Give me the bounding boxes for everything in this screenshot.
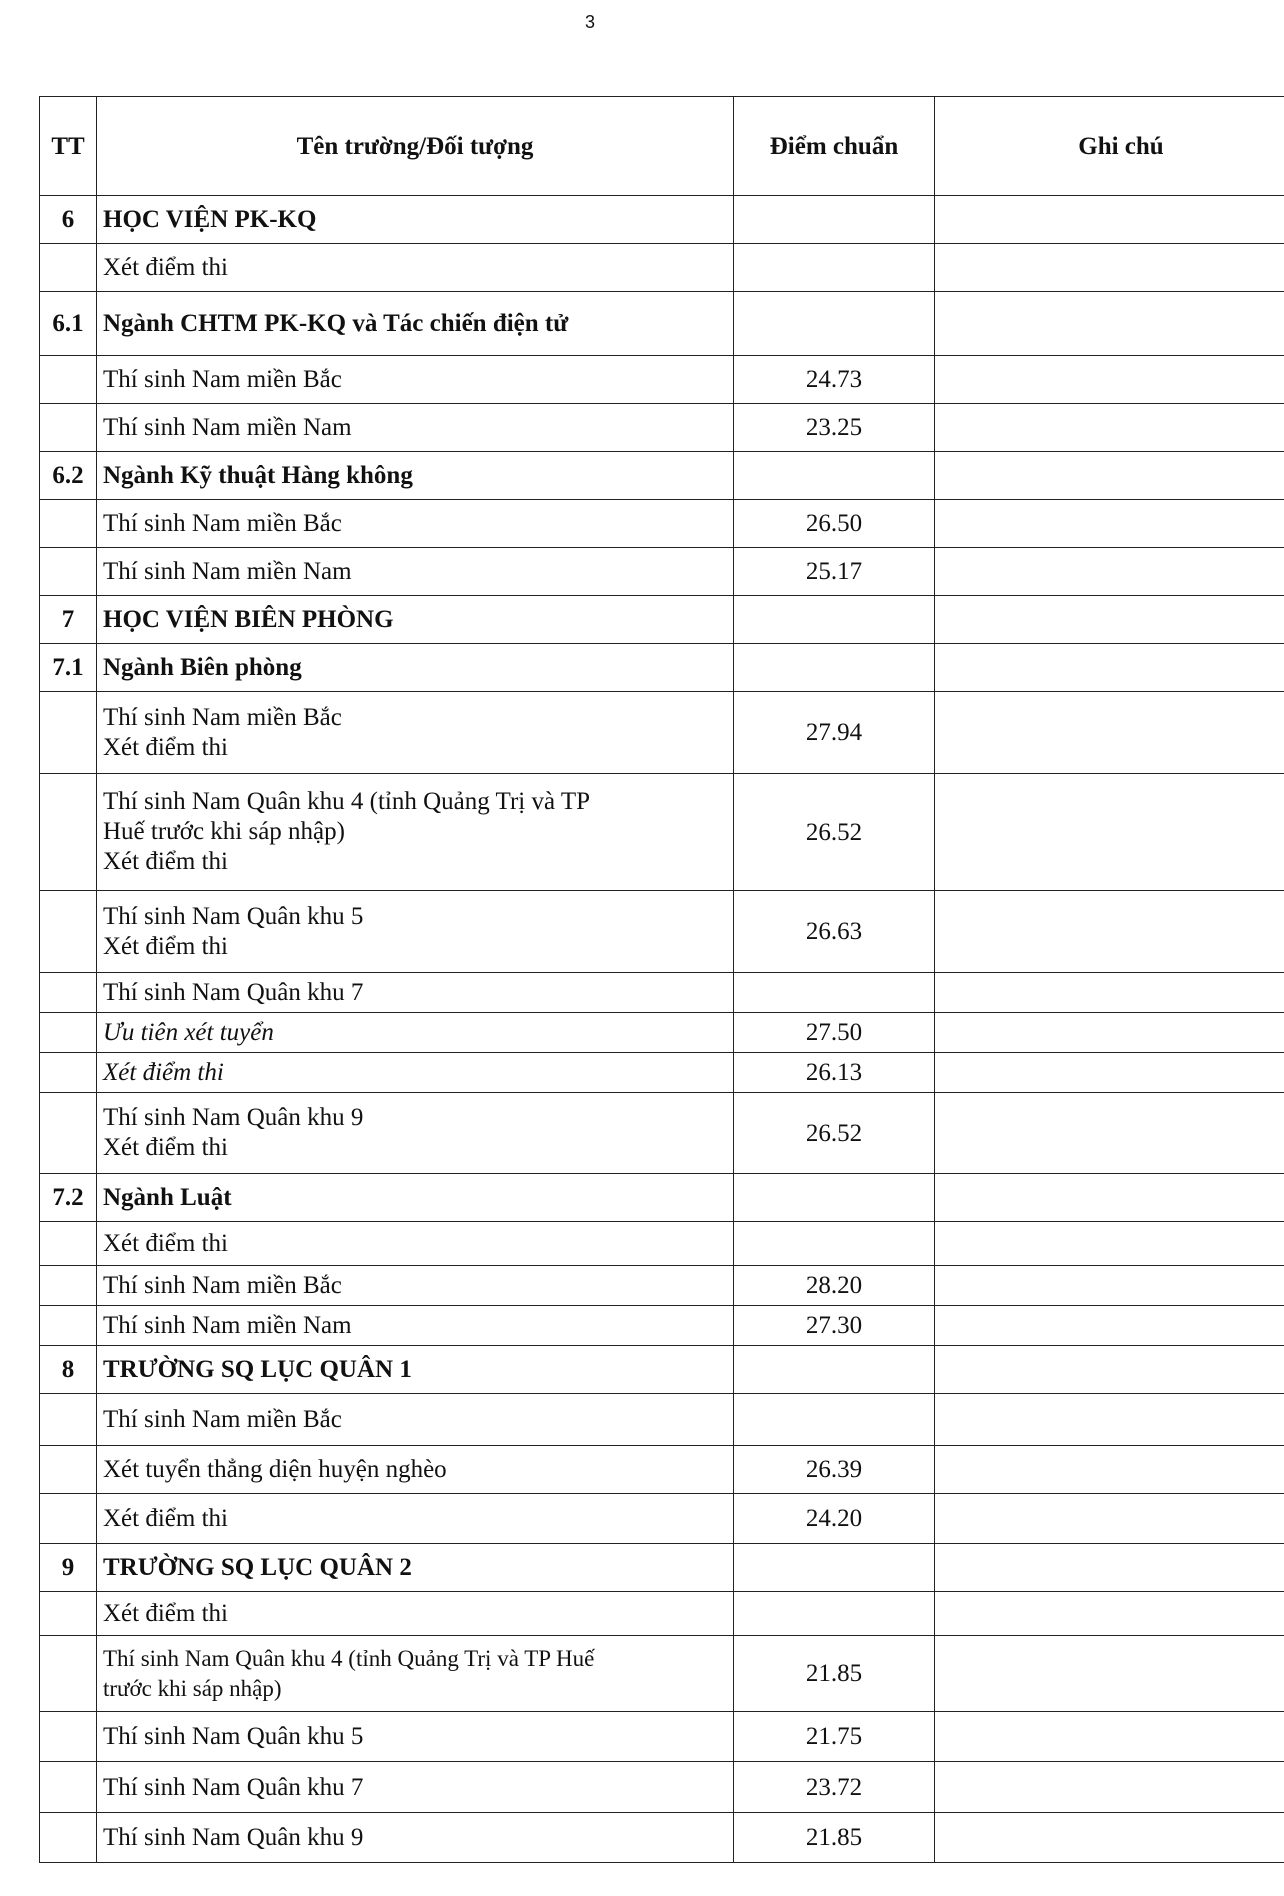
row-score: 25.17	[734, 548, 935, 596]
row-name-line: Thí sinh Nam Quân khu 9	[103, 1824, 364, 1851]
row-tt: 9	[40, 1544, 97, 1592]
table-row	[40, 244, 1284, 292]
row-score	[734, 1544, 935, 1592]
row-name-line: Thí sinh Nam Quân khu 7	[103, 1773, 364, 1801]
row-note	[935, 1544, 1284, 1592]
row-tt	[40, 1762, 97, 1813]
table-row	[40, 1494, 1284, 1544]
row-tt	[40, 1013, 97, 1053]
row-score: 26.39	[734, 1446, 935, 1494]
row-name-line: Xét điểm thi	[103, 733, 228, 761]
row-note	[935, 1013, 1284, 1053]
row-note	[935, 548, 1284, 596]
row-name	[97, 1446, 734, 1494]
row-tt: 6.2	[40, 452, 97, 500]
row-score	[734, 644, 935, 692]
row-name-line: Ưu tiên xét tuyển	[103, 1019, 274, 1046]
table-row	[40, 1592, 1284, 1636]
row-tt	[40, 774, 97, 891]
row-name	[97, 1053, 734, 1093]
table-row	[40, 596, 1284, 644]
row-tt	[40, 1394, 97, 1446]
row-note	[935, 1446, 1284, 1494]
row-note	[935, 1636, 1284, 1712]
table-row	[40, 1222, 1284, 1266]
row-name-line: Thí sinh Nam miền Bắc	[103, 1272, 342, 1299]
row-name-line: Ngành Luật	[103, 1184, 232, 1211]
row-name-line: Xét điểm thi	[103, 1059, 224, 1086]
row-tt	[40, 1494, 97, 1544]
row-note	[935, 1592, 1284, 1636]
row-name-line: Thí sinh Nam miền Bắc	[103, 1406, 342, 1433]
row-tt	[40, 1446, 97, 1494]
row-name	[97, 1394, 734, 1446]
row-score: 21.75	[734, 1712, 935, 1762]
row-name-line: Thí sinh Nam miền Nam	[103, 558, 352, 585]
row-score: 26.13	[734, 1053, 935, 1093]
row-name	[97, 1544, 734, 1592]
row-score: 26.50	[734, 500, 935, 548]
row-name-line: HỌC VIỆN BIÊN PHÒNG	[103, 606, 394, 633]
row-tt: 6.1	[40, 292, 97, 356]
header-name: Tên trường/Đối tượng	[97, 97, 734, 196]
row-name	[97, 244, 734, 292]
row-name	[97, 292, 734, 356]
row-name-line: Huế trước khi sáp nhập)	[103, 818, 345, 845]
row-name	[97, 1306, 734, 1346]
row-score	[734, 244, 935, 292]
row-name	[97, 596, 734, 644]
row-score	[734, 1592, 935, 1636]
row-name-line: Xét điểm thi	[103, 1230, 228, 1257]
row-name-line: Thí sinh Nam miền Nam	[103, 1312, 352, 1339]
row-name-line: Thí sinh Nam miền Bắc	[103, 510, 342, 537]
row-score	[734, 1174, 935, 1222]
row-tt	[40, 1222, 97, 1266]
row-note	[935, 1494, 1284, 1544]
row-note	[935, 1813, 1284, 1863]
table-row	[40, 1544, 1284, 1592]
row-name-line: Xét điểm thi	[103, 848, 228, 875]
row-tt	[40, 1053, 97, 1093]
row-score	[734, 292, 935, 356]
row-tt	[40, 1306, 97, 1346]
row-name	[97, 644, 734, 692]
row-score: 26.63	[734, 891, 935, 973]
row-tt	[40, 244, 97, 292]
row-note	[935, 1394, 1284, 1446]
row-tt	[40, 548, 97, 596]
row-name	[97, 356, 734, 404]
row-tt	[40, 1813, 97, 1863]
table-header-row	[40, 97, 1284, 196]
row-name-line: Xét điểm thi	[103, 932, 228, 960]
row-name-line: Thí sinh Nam miền Bắc	[103, 703, 342, 731]
row-note	[935, 404, 1284, 452]
table-row	[40, 196, 1284, 244]
row-tt	[40, 404, 97, 452]
row-score	[734, 196, 935, 244]
table-row	[40, 1762, 1284, 1813]
row-score	[734, 452, 935, 500]
row-tt	[40, 356, 97, 404]
row-note	[935, 1762, 1284, 1813]
row-score: 28.20	[734, 1266, 935, 1306]
table-row	[40, 774, 1284, 891]
row-tt: 7.1	[40, 644, 97, 692]
row-score: 21.85	[734, 1813, 935, 1863]
row-note	[935, 1174, 1284, 1222]
row-name	[97, 692, 734, 774]
row-score: 24.73	[734, 356, 935, 404]
row-name-line: Thí sinh Nam miền Bắc	[103, 366, 342, 393]
table-row	[40, 1813, 1284, 1863]
row-note	[935, 1053, 1284, 1093]
row-name-line: Thí sinh Nam Quân khu 5	[103, 902, 364, 930]
row-tt	[40, 891, 97, 973]
row-name	[97, 1636, 734, 1712]
header-score: Điểm chuẩn	[734, 97, 935, 196]
row-tt	[40, 500, 97, 548]
row-name-line: Thí sinh Nam Quân khu 5	[103, 1723, 364, 1750]
table-row	[40, 548, 1284, 596]
row-tt	[40, 1636, 97, 1712]
row-name	[97, 404, 734, 452]
table-body	[40, 196, 1284, 1863]
row-tt: 7	[40, 596, 97, 644]
row-note	[935, 1306, 1284, 1346]
table-row	[40, 644, 1284, 692]
row-score: 27.30	[734, 1306, 935, 1346]
row-tt	[40, 1592, 97, 1636]
row-note	[935, 452, 1284, 500]
table-row	[40, 1053, 1284, 1093]
row-name-line: Ngành Biên phòng	[103, 654, 302, 681]
row-name-line: Xét điểm thi	[103, 1505, 228, 1532]
row-note	[935, 596, 1284, 644]
row-score	[734, 596, 935, 644]
row-note	[935, 356, 1284, 404]
row-tt	[40, 973, 97, 1013]
row-score	[734, 1394, 935, 1446]
table-row	[40, 1446, 1284, 1494]
row-name-line: Thí sinh Nam miền Nam	[103, 414, 352, 441]
row-name-line: TRƯỜNG SQ LỤC QUÂN 2	[103, 1554, 412, 1581]
row-name-line: Ngành CHTM PK-KQ và Tác chiến điện tử	[103, 310, 569, 337]
row-name	[97, 1762, 734, 1813]
row-name-line: Thí sinh Nam Quân khu 4 (tỉnh Quảng Trị và TP Huế	[103, 1645, 595, 1671]
row-name-line: Thí sinh Nam Quân khu 4 (tỉnh Quảng Trị và TP	[103, 788, 591, 815]
row-name-line: TRƯỜNG SQ LỤC QUÂN 1	[103, 1356, 412, 1383]
row-tt: 8	[40, 1346, 97, 1394]
table-row	[40, 1266, 1284, 1306]
table-row	[40, 500, 1284, 548]
row-name	[97, 973, 734, 1013]
row-note	[935, 973, 1284, 1013]
admission-score-table	[39, 96, 1284, 1863]
row-name-line: trước khi sáp nhập)	[103, 1675, 282, 1701]
row-score: 24.20	[734, 1494, 935, 1544]
row-note	[935, 1712, 1284, 1762]
row-score: 23.72	[734, 1762, 935, 1813]
row-name	[97, 196, 734, 244]
table-row	[40, 1394, 1284, 1446]
row-name	[97, 1813, 734, 1863]
row-name-line: HỌC VIỆN PK-KQ	[103, 206, 317, 233]
row-name	[97, 1013, 734, 1053]
row-name	[97, 1494, 734, 1544]
row-note	[935, 1346, 1284, 1394]
row-score	[734, 973, 935, 1013]
row-score	[734, 1222, 935, 1266]
row-tt	[40, 1093, 97, 1174]
row-note	[935, 692, 1284, 774]
table-row	[40, 356, 1284, 404]
table-row	[40, 1306, 1284, 1346]
row-name-line: Xét tuyển thẳng diện huyện nghèo	[103, 1456, 447, 1483]
row-name	[97, 1592, 734, 1636]
row-score: 27.50	[734, 1013, 935, 1053]
row-score: 21.85	[734, 1636, 935, 1712]
row-name	[97, 1174, 734, 1222]
table-row	[40, 1712, 1284, 1762]
row-name-line: Xét điểm thi	[103, 1600, 228, 1627]
row-name-line: Xét điểm thi	[103, 254, 228, 281]
row-name-line: Xét điểm thi	[103, 1134, 228, 1161]
row-note	[935, 196, 1284, 244]
row-name-line: Thí sinh Nam Quân khu 7	[103, 979, 364, 1006]
row-tt	[40, 1712, 97, 1762]
header-note: Ghi chú	[935, 97, 1284, 196]
header-tt: TT	[40, 97, 97, 196]
row-name	[97, 1222, 734, 1266]
row-note	[935, 292, 1284, 356]
page-number: 3	[584, 12, 595, 32]
row-name	[97, 1093, 734, 1174]
row-score: 27.94	[734, 692, 935, 774]
row-name	[97, 452, 734, 500]
table-row	[40, 973, 1284, 1013]
row-tt	[40, 1266, 97, 1306]
row-name	[97, 774, 734, 891]
row-name	[97, 1266, 734, 1306]
row-tt: 7.2	[40, 1174, 97, 1222]
row-name	[97, 891, 734, 973]
row-note	[935, 774, 1284, 891]
row-tt: 6	[40, 196, 97, 244]
row-name-line: Ngành Kỹ thuật Hàng không	[103, 462, 413, 489]
table-row	[40, 1174, 1284, 1222]
row-score: 26.52	[734, 774, 935, 891]
row-score	[734, 1346, 935, 1394]
row-name	[97, 1712, 734, 1762]
table-row	[40, 692, 1284, 774]
row-note	[935, 1222, 1284, 1266]
row-note	[935, 891, 1284, 973]
row-note	[935, 244, 1284, 292]
table-row	[40, 1636, 1284, 1712]
table-row	[40, 452, 1284, 500]
table-row	[40, 1013, 1284, 1053]
table-row	[40, 891, 1284, 973]
row-name	[97, 1346, 734, 1394]
table-row	[40, 1346, 1284, 1394]
row-name	[97, 548, 734, 596]
table-row	[40, 404, 1284, 452]
table-row	[40, 1093, 1284, 1174]
table-row	[40, 292, 1284, 356]
row-score: 23.25	[734, 404, 935, 452]
row-note	[935, 500, 1284, 548]
row-score: 26.52	[734, 1093, 935, 1174]
row-note	[935, 1266, 1284, 1306]
row-note	[935, 1093, 1284, 1174]
row-note	[935, 644, 1284, 692]
row-name-line: Thí sinh Nam Quân khu 9	[103, 1104, 364, 1131]
row-name	[97, 500, 734, 548]
row-tt	[40, 692, 97, 774]
